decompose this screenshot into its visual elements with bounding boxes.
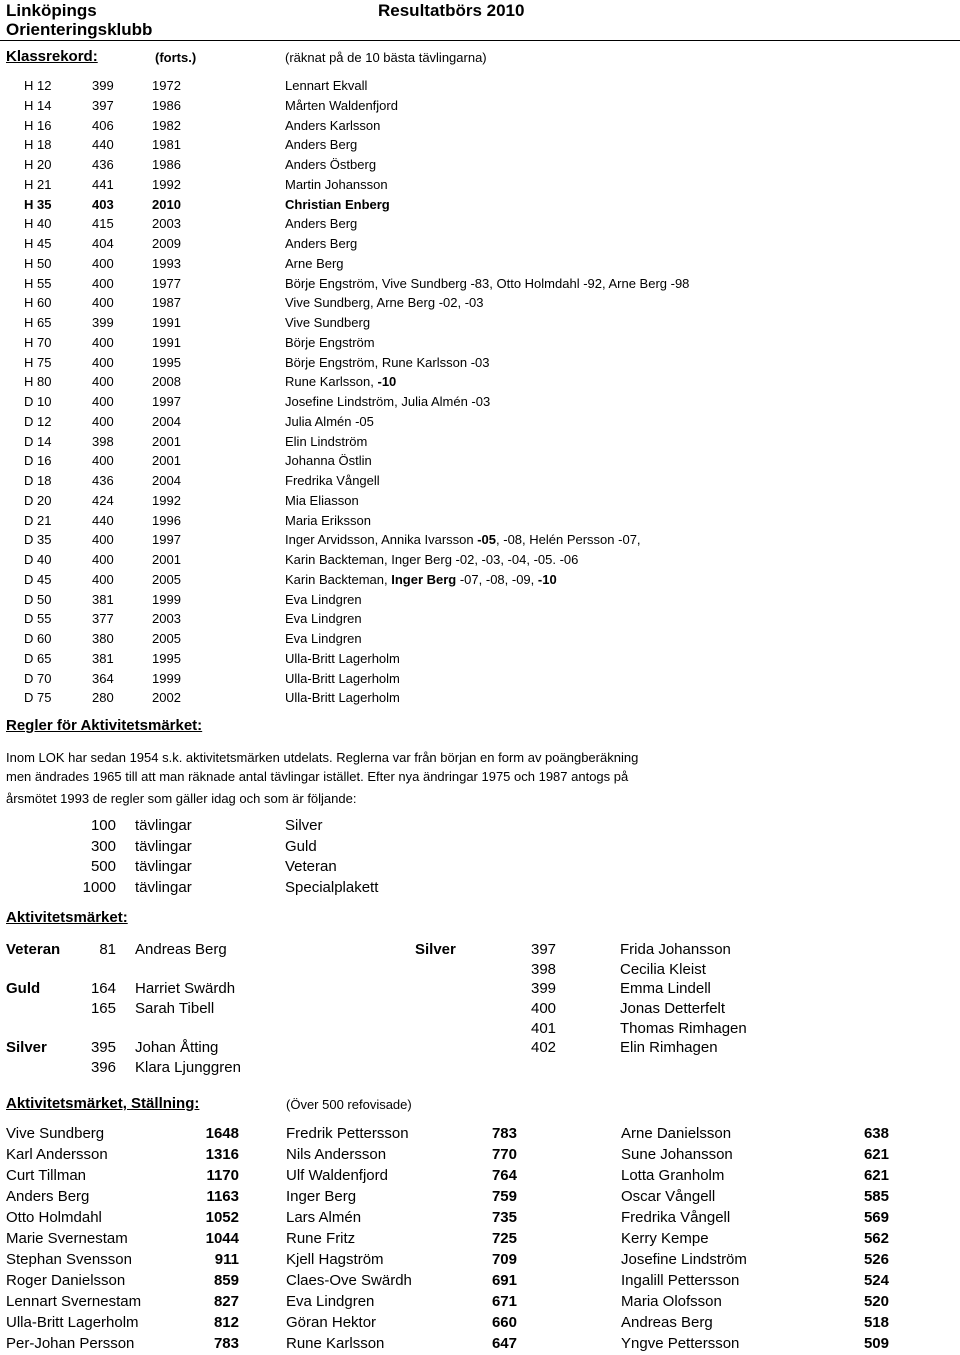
record-points: 398 [92,433,114,449]
record-class: H 60 [24,295,52,311]
standing-score: 759 [491,1188,517,1205]
record-holder [285,175,388,195]
standing-score: 562 [863,1230,889,1247]
record-holder [285,669,400,689]
record-holder [285,570,557,590]
standing-score: 520 [863,1293,889,1310]
standing-score: 647 [491,1335,517,1352]
record-class: H 35 [24,196,52,212]
record-year: 1987 [152,295,181,311]
standing-score: 770 [491,1146,517,1163]
record-year: 2004 [152,473,181,488]
standing-name: Karl Andersson [6,1146,108,1163]
record-holder-part: Lennart Ekvall [285,78,368,93]
record-holder-part: Julia Almén -05 [285,413,374,429]
record-holder-part: Anders Berg [285,216,358,232]
record-year: 2004 [152,413,181,429]
award-number: 396 [90,1059,116,1076]
record-holder [285,333,375,353]
club-name-line1: Linköpings [6,1,97,20]
record-holder [285,530,641,550]
award-number: 398 [531,961,557,978]
standing-name: Rune Fritz [286,1230,356,1247]
record-points: 364 [92,670,114,686]
record-year: 2001 [152,433,181,449]
standing-score: 1052 [205,1209,239,1226]
record-holder-part: Anders Karlsson [285,117,381,133]
award-number: 397 [531,941,557,958]
standing-score: 783 [491,1125,517,1142]
record-points: 400 [92,295,114,311]
record-points: 406 [92,117,114,133]
record-year: 2010 [152,196,181,212]
record-year: 2009 [152,236,181,251]
rules-line: men ändrades 1965 till att man räknade antal tävlingar istället. Efter nya ändringar 1975 och 1987 antogs på [6,769,629,784]
record-points: 397 [92,97,114,113]
record-points: 400 [92,571,114,587]
level-count: 500 [90,858,116,875]
record-holder [285,688,400,708]
record-holder-part: Maria Eriksson [285,512,371,528]
record-year: 1996 [152,512,181,528]
record-holder [285,590,362,610]
record-class: H 80 [24,374,52,390]
record-points: 400 [92,354,114,370]
standing-score: 660 [491,1314,517,1331]
record-class: D 35 [24,532,52,548]
award-name: Elin Rimhagen [620,1039,718,1056]
record-points: 400 [92,275,114,291]
record-holder-part: Inger Arvidsson, Annika Ivarsson [285,532,478,548]
record-holder-part: Christian Enberg [285,196,390,212]
standing-score: 671 [491,1293,517,1310]
record-year: 1986 [152,97,181,113]
record-points: 400 [92,552,114,567]
standings-heading: Aktivitetsmärket, Ställning: [6,1095,200,1112]
record-class: D 16 [24,453,52,469]
award-label: Guld [6,980,41,997]
record-points: 380 [92,631,114,646]
record-points: 399 [92,78,114,93]
record-holder [285,372,396,392]
header-rule [0,40,960,41]
standing-name: Ulf Waldenfjord [286,1167,388,1184]
record-points: 377 [92,611,114,627]
standing-score: 859 [213,1272,239,1289]
record-points: 400 [92,453,114,469]
award-name: Jonas Detterfelt [620,1000,726,1017]
award-label: Veteran [6,941,61,958]
standing-score: 812 [213,1314,239,1331]
rules-heading: Regler för Aktivitetsmärket: [6,717,203,734]
record-year: 1991 [152,315,181,330]
record-holder [285,432,367,452]
record-holder [285,451,372,471]
record-holder-part: Anders Östberg [285,157,377,172]
record-year: 2005 [152,631,181,646]
record-points: 404 [92,236,114,251]
standing-score: 783 [213,1335,239,1352]
level-unit: tävlingar [135,858,192,875]
record-points: 381 [92,591,114,607]
standing-name: Josefine Lindström [621,1251,747,1268]
level-count: 1000 [82,878,116,896]
record-class: D 21 [24,512,52,528]
record-holder [285,234,357,254]
record-class: D 40 [24,552,52,567]
record-points: 415 [92,216,114,232]
record-points: 400 [92,413,114,429]
records-note: (räknat på de 10 bästa tävlingarna) [285,50,487,65]
record-holder-part: Vive Sundberg, Arne Berg -02, -03 [285,295,484,311]
record-class: D 75 [24,690,52,706]
record-year: 1986 [152,157,181,172]
standing-name: Yngve Pettersson [621,1335,740,1352]
record-holder-part: Vive Sundberg [285,315,371,330]
standing-name: Sune Johansson [621,1146,733,1163]
record-holder-part: Börje Engström, Rune Karlsson -03 [285,354,490,370]
rules-line: årsmötet 1993 de regler som gäller idag och som är följande: [6,791,357,806]
record-class: H 21 [24,176,52,192]
standing-score: 725 [491,1230,517,1247]
standing-score: 621 [863,1167,889,1184]
standing-name: Stephan Svensson [6,1251,132,1268]
standing-name: Andreas Berg [621,1314,713,1331]
award-name: Thomas Rimhagen [620,1020,747,1037]
award-number: 399 [531,980,557,997]
level-award: Guld [285,837,317,855]
record-year: 1992 [152,492,181,508]
record-year: 2008 [152,374,181,390]
record-class: D 12 [24,413,52,429]
record-year: 1982 [152,117,181,133]
record-points: 400 [92,255,114,271]
record-class: H 20 [24,157,52,172]
standings-note: (Över 500 refovisade) [286,1097,412,1112]
record-holder-part: -10 [377,374,397,390]
record-holder-part: Börje Engström, Vive Sundberg -83, Otto Holmdahl -92, Arne Berg -98 [285,275,690,291]
award-number: 165 [90,1000,116,1017]
record-class: H 12 [24,78,52,93]
standing-score: 526 [863,1251,889,1268]
record-points: 440 [92,512,114,528]
record-holder [285,609,362,629]
standing-score: 691 [491,1272,517,1289]
record-holder-part: Ulla-Britt Lagerholm [285,670,400,686]
standing-name: Otto Holmdahl [6,1209,102,1226]
record-points: 400 [92,374,114,390]
record-points: 441 [92,176,114,192]
record-holder-part: Anders Berg [285,236,358,251]
record-year: 1977 [152,275,181,291]
level-unit: tävlingar [135,817,192,834]
award-name: Cecilia Kleist [620,961,706,978]
record-holder [285,353,489,373]
record-year: 2001 [152,552,181,567]
record-year: 1981 [152,137,181,153]
award-name: Andreas Berg [135,941,227,958]
standing-name: Fredrika Vångell [621,1209,731,1226]
level-award: Specialplakett [285,878,379,896]
record-year: 1999 [152,591,181,607]
record-points: 381 [92,650,114,666]
record-class: D 20 [24,492,52,508]
record-holder-part: , -08, Helén Persson -07, [496,532,641,548]
record-class: H 70 [24,334,52,350]
record-holder-part: Ulla-Britt Lagerholm [285,650,400,666]
record-class: D 50 [24,591,52,607]
standing-score: 911 [214,1251,239,1268]
record-holder [285,412,374,432]
standing-score: 621 [863,1146,889,1163]
standing-name: Curt Tillman [6,1167,87,1184]
standing-name: Claes-Ove Swärdh [286,1272,412,1289]
award-name: Sarah Tibell [135,1000,215,1017]
record-holder-part: Mia Eliasson [285,492,359,508]
award-label: Silver [6,1039,47,1056]
standing-score: 1163 [206,1188,239,1205]
record-holder [285,629,362,649]
standing-score: 524 [863,1272,889,1289]
record-class: D 65 [24,650,52,666]
record-holder [285,195,390,215]
record-class: D 60 [24,631,52,646]
record-holder-part: Fredrika Vångell [285,473,380,488]
record-points: 436 [92,473,114,488]
record-year: 1997 [152,394,181,409]
standing-score: 1316 [205,1146,239,1163]
record-holder-part: -10 [537,571,557,587]
record-holder-part: Elin Lindström [285,433,368,449]
level-count: 300 [90,837,116,855]
record-holder-part: Anders Berg [285,137,358,153]
standing-name: Inger Berg [286,1188,357,1205]
award-number: 400 [531,1000,557,1017]
record-class: H 55 [24,275,52,291]
standing-score: 1170 [206,1167,239,1184]
record-points: 280 [92,690,114,706]
record-holder [285,96,398,116]
record-class: H 18 [24,137,52,153]
record-class: H 50 [24,255,52,271]
standing-name: Roger Danielsson [6,1272,126,1289]
standing-name: Fredrik Pettersson [286,1125,409,1142]
award-name: Johan Åtting [135,1039,219,1056]
record-points: 399 [92,315,114,330]
record-holder-part: Börje Engström [285,334,375,350]
record-holder-part: Eva Lindgren [285,631,362,646]
award-name: Harriet Swärdh [135,980,236,997]
record-class: H 14 [24,97,52,113]
level-award: Silver [285,817,323,834]
record-class: D 10 [24,394,52,409]
standing-name: Ulla-Britt Lagerholm [6,1314,139,1331]
standing-name: Lotta Granholm [621,1167,725,1184]
standing-score: 764 [491,1167,517,1184]
standing-score: 638 [863,1125,889,1142]
record-holder [285,155,376,175]
record-class: H 65 [24,315,52,330]
standing-name: Rune Karlsson [286,1335,385,1352]
record-holder-part: Johanna Östlin [285,453,372,469]
award-name: Emma Lindell [620,980,711,997]
standing-name: Ingalill Pettersson [621,1272,740,1289]
record-holder-part: Arne Berg [285,255,344,271]
record-class: D 45 [24,571,52,587]
record-year: 1995 [152,354,181,370]
record-year: 1991 [152,334,181,350]
record-points: 440 [92,137,114,153]
record-year: 2001 [152,453,181,469]
standing-name: Anders Berg [6,1188,90,1205]
record-holder-part: Rune Karlsson, [285,374,378,390]
standing-score: 509 [863,1335,889,1352]
record-class: D 55 [24,611,52,627]
record-year: 2005 [152,571,181,587]
record-holder-part: Inger Berg [391,571,457,587]
record-holder-part: Mårten Waldenfjord [285,97,398,113]
level-award: Veteran [285,858,337,875]
record-holder-part: Josefine Lindström, Julia Almén -03 [285,394,491,409]
record-holder-part: -05 [477,532,497,548]
standing-score: 1648 [205,1125,239,1142]
standing-name: Per-Johan Persson [6,1335,135,1352]
standing-name: Nils Andersson [286,1146,387,1163]
record-holder-part: Eva Lindgren [285,611,362,627]
standing-name: Vive Sundberg [6,1125,105,1142]
award-number: 395 [90,1039,116,1056]
level-unit: tävlingar [135,837,192,855]
awards-heading: Aktivitetsmärket: [6,909,128,926]
record-holder-part: Karin Backteman, Inger Berg -02, -03, -04, -05. -06 [285,552,579,567]
standing-name: Arne Danielsson [621,1125,732,1142]
document-title: Resultatbörs 2010 [378,1,525,20]
record-points: 400 [92,334,114,350]
standing-score: 518 [863,1314,889,1331]
record-holder-part: Martin Johansson [285,176,388,192]
standing-name: Kerry Kempe [621,1230,709,1247]
award-label: Silver [415,941,456,958]
record-holder [285,254,344,274]
standing-name: Lennart Svernestam [6,1293,142,1310]
standing-name: Marie Svernestam [6,1230,128,1247]
record-points: 436 [92,157,114,172]
record-class: D 14 [24,433,52,449]
award-number: 164 [90,980,116,997]
record-class: H 45 [24,236,52,251]
standing-name: Maria Olofsson [621,1293,722,1310]
standing-score: 735 [491,1209,517,1226]
record-class: H 40 [24,216,52,232]
record-holder [285,76,367,96]
award-number: 402 [531,1039,557,1056]
record-year: 1995 [152,650,181,666]
record-holder [285,293,484,313]
record-class: D 70 [24,670,52,686]
record-year: 1993 [152,255,181,271]
standing-score: 569 [863,1209,889,1226]
records-forts: (forts.) [155,50,197,65]
record-holder [285,491,359,511]
award-name: Frida Johansson [620,941,731,958]
record-holder [285,471,380,491]
record-holder [285,116,380,136]
record-holder [285,511,371,531]
record-holder [285,313,370,333]
standing-name: Göran Hektor [286,1314,377,1331]
standing-score: 827 [213,1293,239,1310]
record-year: 1972 [152,78,181,93]
record-holder [285,550,578,570]
record-year: 2003 [152,216,181,232]
record-holder [285,274,689,294]
record-holder [285,135,357,155]
record-holder-part: Karin Backteman, [285,571,392,587]
standing-name: Kjell Hagström [286,1251,384,1268]
record-holder-part: Eva Lindgren [285,591,362,607]
standing-score: 585 [863,1188,889,1205]
record-class: H 75 [24,354,52,370]
record-class: D 18 [24,473,52,488]
record-points: 403 [92,196,114,212]
award-name: Klara Ljunggren [135,1059,241,1076]
record-points: 400 [92,532,114,548]
record-holder [285,392,490,412]
record-holder [285,214,357,234]
award-number: 401 [531,1020,557,1037]
record-points: 424 [92,492,114,508]
records-heading: Klassrekord: [6,48,98,65]
record-year: 1992 [152,176,181,192]
record-points: 400 [92,394,114,409]
standing-name: Oscar Vångell [621,1188,716,1205]
record-holder-part: Ulla-Britt Lagerholm [285,690,400,706]
record-year: 2002 [152,690,181,706]
standing-name: Eva Lindgren [286,1293,375,1310]
record-holder-part: -07, -08, -09, [456,571,538,587]
standing-score: 1044 [205,1230,239,1247]
record-year: 1997 [152,532,181,548]
level-count: 100 [90,817,116,834]
record-year: 1999 [152,670,181,686]
record-year: 2003 [152,611,181,627]
level-unit: tävlingar [135,878,192,896]
standing-name: Lars Almén [286,1209,362,1226]
record-holder [285,649,400,669]
club-name-line2: Orienteringsklubb [6,20,153,39]
award-number: 81 [99,941,116,958]
standing-score: 709 [491,1251,517,1268]
rules-line: Inom LOK har sedan 1954 s.k. aktivitetsmärken utdelats. Reglerna var från början en form av poängberäkning [6,750,639,765]
record-class: H 16 [24,117,52,133]
